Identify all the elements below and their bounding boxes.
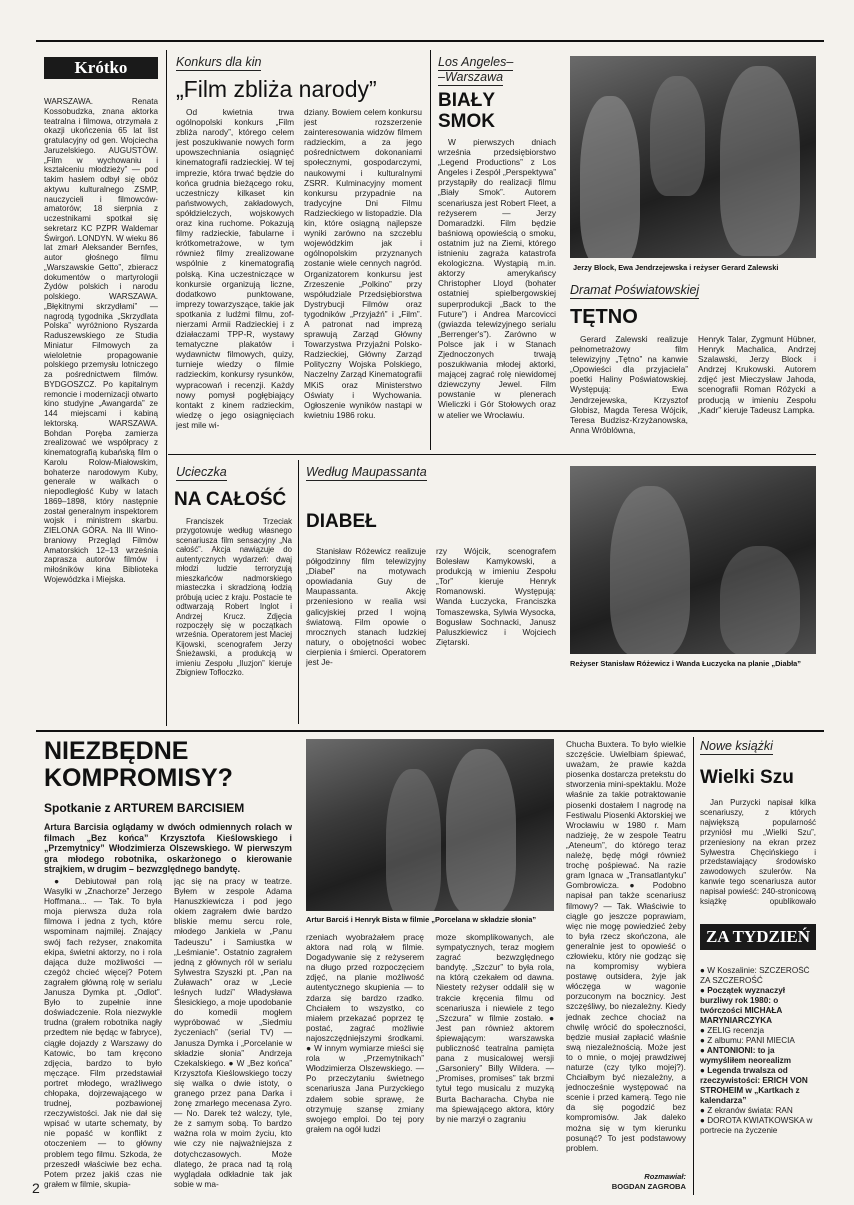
ksiazki-headline: Wielki Szu (700, 767, 794, 788)
ucieczka-text: Franciszek Trzeciak przygotowuje według własnego scenariusza film sensacyjny „Na całość”. Akcja nawiązuje do autentycznych wydarzeń: dwaj młodzi ludzie terroryzują mieszkańców nadmorskiego miasteczka i skradzioną łodzią próbują uciec z kraju. Postacie te odtwarzają Robert Inglot i Andrzej Krucz. Zdjęcia rozpoczęły się w początkach września. Operatorem jest Maciej Kijowski, scenografem Jerzy Śnieżawski, a produkcją w imieniu Zespołu „Iluzjon” kieruje Zbigniew Tofłoczko. (176, 517, 292, 678)
interview-col-1: ● Debiutował pan rolą Wasylki w „Znachorze” Jerzego Hoffmana... — Tak. To była moja pierwsza duża rola filmowa i jedna z tych, które wspominam najmilej. Znający swój fach reżyser, znakomita ekipa, świetni aktorzy, no i rola dająca duże możliwości — czegóż chcieć więcej? Potem zagrałem główną rolę w serialu Janusza Dymka pt. „Odlot”. Było to zupełnie inne doświadczenie. Rola niezwykle trudna (grałem robotnika nagły przedtem nie będąc w fabryce), ciągłe dojazdy z Warszawy do Katowic, bo tam kręcono zdjęcia, bardzo to było męczące. Film przedstawiał portret młodego, wrażliwego chłopaka, dojrzewającego w trudnej, pozbawionej rzeczywistości. Jak nie dał się wpisać w utarte schematy, by nie popaść w konflikt z otoczeniem — to główny problem tego filmu. Szkoda, że przeszedł właściwie bez echa. Potem przez jakiś czas nie grałem w filmie, skupia- (44, 876, 162, 1189)
interview-col-2: jąc się na pracy w teatrze. Byłem w zespole Adama Hanuszkiewicza i pod jego okiem zagrałem dwie bardzo bliskie memu sercu role, młodego Jankiela w „Panu Tadeuszu” i Samiustka w „Leśmianie”. Ostatnio zagrałem jedną z głównych ról w serialu Sylwestra Szyszki pt. „Pan na Żuławach” oraz w „Lecie leśnych ludzi” Władysława Ślesickiego, a moje upodobanie do komedii mogłem wypróbować w „Siedmiu życzeniach” (serial TV) — Janusza Dymka i „Porcelanie w składzie słonia” Andrzeja Czekalskiego. ● W „Bez końca” Krzysztofa Kieślowskiego toczy się walka o dwie istoty, o granego przez pana Darka i żonę zmarłego mecenasa Zyro. — No. Darek też walczy, tyle, że z samym sobą. To bardzo ważna rola w moim życiu, kto wie czy nie najważniejsza z dotychczasowych. Może dlatego, że praca nad tą rolą wyglądała odkładnie tak jak sobie w ma- (174, 876, 292, 1189)
interview-headline-2: KOMPROMISY? (44, 764, 233, 792)
konkurs-headline: „Film zbliża narody” (176, 76, 377, 102)
top-rule (36, 40, 824, 42)
photo1-caption: Jerzy Block, Ewa Jendrzejewska i reżyser Gerard Zalewski (573, 263, 779, 272)
interview-signature-label: Rozmawiał: (644, 1172, 686, 1181)
photo-diabel-set (570, 466, 816, 654)
hrule-mid (168, 454, 816, 455)
diabel-col-1: Stanisław Różewicz realizuje półgodzinny film telewizyjny „Diabeł” na motywach opowiadania Guy de Maupassanta. Akcję przeniesiono w realia wsi galicyjskiej przed I wojną światową. Film opowie o mrocznych stanach ludzkiej natury, o obojętności wobec cierpienia i śmierci. Operatorem jest Je- (306, 546, 426, 668)
za-tydzien-item: ● ZELIG recenzja (700, 1026, 765, 1035)
diabel-kicker: Według Maupassanta (306, 465, 427, 479)
photo-white-dragon-set (570, 56, 816, 258)
tetno-col-1: Gerard Zalewski realizuje pełnometrażowy film telewizyjny „Tętno” na kanwie „Opowieści dla przyjaciela” poetki Haliny Poświatowskiej. Występują: Ewa Jendrzejewska, Krzysztof Globisz, Magda Teresa Wójcik, Teresa Budzisz-Krzyżanowska, Anna Wróblówna, (570, 334, 688, 435)
konkurs-col-2: dziany. Bowiem celem konkursu jest rozszerzenie zainteresowania widzów filmem radzieckim, a za jego pośrednictwem dokonaniami społecznymi, gospodarczymi, naukowymi i kulturalnymi ZSRR. Kulminacyjny moment konkursu przypadnie na tradycyjne Dni Filmu Radzieckiego w listopadzie. Dla kin, które osiągną najlepsze wyniki zarówno na szczeblu wojewódzkim jak i ogólnopolskim przyznanych zostanie wiele cennych nagród. Organizatorem konkursu jest Zrzeszenie „Polkino” przy współudziale Przedsiębiorstwa Dystrybucji Filmów oraz tygodników „Przyjaźń” i „Film”. A patronat nad imprezą sprawują Zarząd Główny Towarzystwa Przyjaźni Polsko-Radzieckiej, Główny Zarząd Polityczny Wojska Polskiego, Naczelny Zarząd Kinematografii MKiS oraz Ministerstwo Oświaty i Wychowania. Ogłoszenie wyników nastąpi w kwietniu 1986 roku. (304, 107, 422, 420)
ucieczka-kicker: Ucieczka (176, 465, 227, 479)
la-text: W pierwszych dniach września przedsiębiorstwo „Legend Productions” z Los Angeles i Zespół „Perspektywa” przystąpiły do realizacji filmu „Biały Smok”. Autorem scenariusza jest Robert Fleet, a reżyserem — Jerzy Domaradzki. Film będzie baśniową opowieścią o smoku, ostatnim już na Ziemi, którego istnieniu zagraża katastrofa ekologiczna. Wystąpią m.in. aktorzy amerykańscy Christopher Lloyd (bohater ostatniej spielbergowskiej superprodukcji „Back to the Future”) i Andrea Marcovicci (gwiazda telewizyjnego serialu „Berrenger's”). Zarówno w Polsce jak i w Stanach Zjednoczonych trwają poszukiwania młodej aktorki, mającej zagrać rolę niewidomej dziewczyny Jewel. Film powstanie w plenerach Wieliczki i Gór Stołowych oraz w atelier we Wrocławiu. (438, 137, 556, 420)
krotko-title: Krótko (44, 57, 158, 79)
la-kicker-1: Los Angeles– (438, 55, 514, 69)
tetno-kicker: Dramat Poświatowskiej (570, 283, 700, 297)
interview-col-3: rzeniach wyobrażałem pracę aktora nad rolą w filmie. Dogadywanie się z reżyserem na długo przed rozpoczęciem zdjęć, na planie możliwość autentycznego skupienia — to zdarza się bardzo rzadko. Chciałem to wszystko, co miałem przekazać poprzez tę postać, zagrać możliwie najoszczędniejszymi środkami. ● W innym wymiarze mieści się rola w „Przemytnikach” Włodzimierza Olszewskiego. — Po przeczytaniu świetnego scenariusza Jana Purzyckiego zdałem sobie sprawę, że otrzymuję szansę zmiany swojego emploi. Do tej pory grałem na ogół ludzi (306, 932, 424, 1134)
za-tydzien-title: ZA TYDZIEŃ (700, 924, 816, 950)
za-tydzien-item: ● Początek wyznaczył burzliwy rok 1980: o twórczości MICHAŁA MARYNIARCZYKA (700, 986, 786, 1025)
photo2-caption: Reżyser Stanisław Różewicz i Wanda Łuczycka na planie „Diabła” (570, 659, 801, 668)
ksiazki-kicker: Nowe książki (700, 739, 773, 753)
konkurs-col-1: Od kwietnia trwa ogólnopolski konkurs „Film zbliża narody”, którego celem jest poszukiwanie nowych form upowszechniania osiągnięć kinematografii radzieckiej. W tej imprezie, która trwać będzie do końca grudnia bieżącego roku, uczestniczy kilkaset kin państwowych, zakładowych, spółdzielczych, wojskowych oraz kina ruchome. Pokazują filmy radzieckie, fabularne i krótkometrażowe, w tym również filmy zrealizowane wspólnie z kinematografią polską. Kina uczestniczące w konkursie organizują liczne, dodatkowo punktowane, imprezy towarzyszące, takie jak spotkania z ludźmi filmu, zofnierzami Armii Radzieckiej i z działaczami TPP-R, wystawy tematyczne plakatów i wydawnictw filmowych, quizy, turnieje wiedzy o filmie radzieckim, konkursy rysunków, wypracowań i recenzji. Każdy nowy pomysł pogłębiający kontakt z kinem radzieckim, wiedzę o jego osiągnięciach jest mile wi- (176, 107, 294, 430)
diabel-col-2: rzy Wójcik, scenografem Bolesław Kamykowski, a produkcją w imieniu Zespołu „Tor” kieruje Henryk Romanowski. Występują: Wanda Łuczycka, Franciszka Tomaszewska, Sylwia Wysocka, Bogusław Sochnacki, Janusz Paluszkiewicz i Wojciech Ziętarski. (436, 546, 556, 647)
ucieczka-headline: NA CAŁOŚĆ (174, 489, 287, 510)
za-tydzien-item: ● Legenda trwalsza od rzeczywistości: ERICH VON STROHEIM w „Kartkach z kalendarza” (700, 1066, 808, 1105)
tetno-col-2: Henryk Talar, Zygmunt Hübner, Henryk Machalica, Andrzej Szalawski, Jerzy Block i Andrzej Krukowski. Autorem zdjęć jest Mieczysław Jahoda, scenografii Roman Różycki a producją w imieniu Zespołu „Kadr” kieruje Tadeusz Lampka. (698, 334, 816, 415)
interview-col-4: moze skomplikowanych, ale sympatycznych, teraz mogłem zagrać bezwzględnego bandytę. „Szczur” to była rola, na którą czekałem od dawna. Niestety reżyser oddalił się w trakcie kręcenia filmu od scenariusza i niewiele z tego „Szczura” w filmie zostało. ● Jest pan również aktorem śpiewającym: warszawska publiczność teatralna pamięta pana z musicalowej wersji „Garsoniery” Billy Wildera. — „Promises, promises” tak brzmi tytuł tego musicalu z muzyką Burta Bacharacha. Chyba nie ma śpiewającego aktora, który by nie marzył o zagraniu (436, 932, 554, 1124)
photo3-caption: Artur Barciś i Henryk Bista w filmie „Porcelana w składzie słonia” (306, 915, 537, 924)
hrule-bottom (36, 730, 824, 732)
diabel-headline: DIABEŁ (306, 511, 377, 532)
za-tydzien-list (700, 966, 816, 1196)
vrule-3 (298, 460, 299, 724)
za-tydzien-item: ● W Koszalinie: SZCZEROŚĆ ZA SZCZEROŚĆ (700, 966, 810, 985)
vrule-2 (430, 50, 431, 450)
interview-headline-1: NIEZBĘDNE (44, 737, 189, 765)
interview-lead: Artura Barcisia oglądamy w dwóch odmiennych rolach w filmach „Bez końca” Krzysztofa Kieślowskiego i „Przemytnicy” Włodzimierza Olszewskiego. W pierwszym gra młodego robotnika, oskarżonego o kierowanie strajkiem, w drugim – bezwzględnego bandytę. (44, 822, 292, 875)
page-number: 2 (32, 1180, 40, 1196)
interview-subhead: Spotkanie z ARTUREM BARCISIEM (44, 801, 245, 815)
ksiazki-text: Jan Purzycki napisał kilka scenariuszy, z których największą popularność przyniósł mu „Wielki Szu”, przeniesiony na ekran przez Sylwestra Chęcińskiego i przedstawiający środowisko zawodowych szulerów. Na kanwie tego scenariusza autor napisał powieść: 240-stronicową książkę opublikowało (700, 798, 816, 907)
tetno-headline: TĘTNO (570, 306, 638, 328)
vrule-1 (166, 50, 167, 726)
photo-porcelana (306, 739, 554, 911)
za-tydzien-item: ● ANTONIONI: to ja wymyśliłem neorealizm (700, 1046, 792, 1065)
interview-col-5: Chucha Buxtera. To było wielkie szczęście. Uwielbiam śpiewać, uważam, że prawie każda piosenka dostarcza pretekstu do stworzenia mini-spektaklu. Może właśnie za takie potraktowanie piosenki dostałem I nagrodę na Festiwalu Piosenki Aktorskiej we Wrocławiu w 1980 r. Mam nadzieję, że w zespole Teatru „Ateneum”, do którego teraz należę, będę mógł również trochę pośpiewać. Na razie gram Ignaca w „Transatlantyku” Gombrowicza. ● Podobno napisał pan także scenariusz filmowy? — Tak. Właściwie to ciągle go jeszcze poprawiam, więc nie mogę powiedzieć żeby to była rzecz skończona, ale generalnie jest to opowieść o człowieku, który nie godząc się na kompromisy wybiera postawę outsidera, żyje jak włóczęga w wagonie porzuconym na bocznicy. Jest szczęśliwy, bo niezależny. Kiedy jednak zechce chociaż na chwilę wrócić do społeczności, będzie musiał zapłacić właśnie swą niezależnością. Może jest to o mnie, o mojej prawdziwej naturze (czy tylko mojej?). Chciałbym być niezależny, a jednocześnie występować na scenie i przed kamerą. Tego nie da się pogodzić bez kompromisów. Jak daleko można się w tym kierunku posunąć? To jest podstawowy problem. (566, 739, 686, 1153)
vrule-4 (693, 737, 694, 1195)
krotko-text: WARSZAWA. Renata Kossobudzka, znana aktorka teatralna i filmowa, otrzymała z okazji ukończenia 65 lat list gratulacyjny od gen. Wojciecha Jaruzelskiego. AUGUSTÓW. „Film w wychowaniu i kształceniu młodzieży” — pod takim hasłem odbył się obóz aktywu kulturalnego ZSMP, nauczycieli i filmowców-amatorów; 18 sierpnia z uczestnikami spotkał się sekretarz KC PZPR Waldemar Świrgoń. LONDYN. W wieku 86 lat zmarł Aleksander Bernfes, autor głośnego filmu „Warszawskie Getto”, zbieracz dokumentów o martyrologii Żydów polskich i narodu polskiego. WARSZAWA. „Błękitnymi skrzydłami” — nagrodą tygodnika „Skrzydlata Polska” wyróżniono Ryszarda Raduszewskiego ze Studia Miniatur Filmowych za wieloletnie propagowanie polskiego przemysłu lotniczego za pośrednictwem filmów. BYDGOSZCZ. Po kapitalnym remoncie i modernizacji otwarto kino studyjne „Awangarda” ze 144 miejscami i kabiną lektorską. WARSZAWA. Bohdan Poręba zamierza zrealizować we współpracy z kinematografią kubańską film o Karolu Rolow-Miałowskim, bohaterze narodowym Kuby, generale w walkach o niepodległość Kuby w latach 1869–1898, który następnie został generalnym inspektorem wojsk i ministrem skarbu. ZIELONA GÓRA. Na III Winobraniowy Przegląd Filmów Amatorskich 12–13 września zaprasza autorów filmów i miłośników kina Biblioteka Wojewódzka i Miejska. (44, 97, 158, 584)
za-tydzien-item: ● Z albumu: PANI MIECIA (700, 1036, 795, 1045)
za-tydzien-item: ● Z ekranów świata: RAN (700, 1106, 793, 1115)
la-headline: BIAŁY SMOK (438, 90, 495, 132)
konkurs-kicker: Konkurs dla kin (176, 55, 262, 69)
za-tydzien-item: ● DOROTA KWIATKOWSKA w portrecie na życzenie (700, 1116, 813, 1135)
la-kicker-2: –Warszawa (438, 70, 504, 84)
interview-signature-name: BOGDAN ZAGROBA (611, 1182, 686, 1191)
